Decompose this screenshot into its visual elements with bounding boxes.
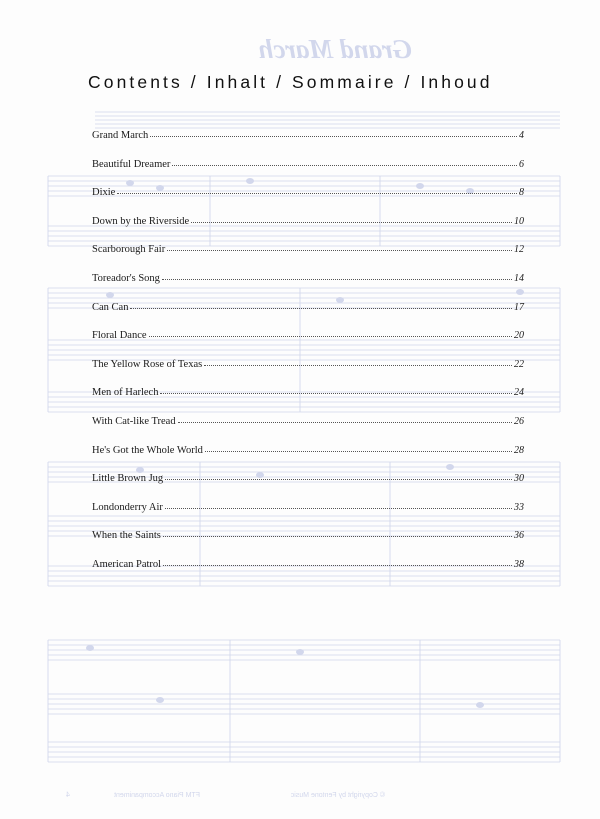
toc-entry-page: 28 bbox=[514, 444, 524, 456]
toc-entry-page: 26 bbox=[514, 415, 524, 427]
dot-leader bbox=[165, 507, 512, 509]
toc-entry-page: 14 bbox=[514, 272, 524, 284]
toc-entry-title: Londonderry Air bbox=[92, 501, 163, 513]
toc-entry-title: Little Brown Jug bbox=[92, 473, 164, 485]
toc-entry-page: 17 bbox=[514, 301, 524, 313]
show-through-heading: Grand March bbox=[258, 34, 412, 64]
dot-leader bbox=[117, 192, 517, 194]
toc-entry-title: The Yellow Rose of Texas bbox=[92, 358, 203, 370]
toc-entry-title: Men of Harlech bbox=[92, 387, 159, 399]
toc-entry[interactable] bbox=[92, 244, 524, 273]
toc-entry-title: Beautiful Dreamer bbox=[92, 158, 171, 170]
page-title: Contents / Inhalt / Sommaire / Inhoud bbox=[88, 72, 493, 92]
dot-leader bbox=[205, 450, 512, 452]
toc-entry-title: Dixie bbox=[92, 187, 116, 199]
toc-entry-page: 30 bbox=[514, 473, 524, 485]
toc-entry-page: 10 bbox=[514, 215, 524, 227]
toc-entry-page: 36 bbox=[514, 530, 524, 542]
staff-lines bbox=[95, 112, 560, 128]
toc-entry[interactable] bbox=[92, 359, 524, 388]
toc-entry-title: Down by the Riverside bbox=[92, 215, 190, 227]
toc-entry-title: Grand March bbox=[92, 130, 149, 141]
dot-leader bbox=[191, 221, 512, 223]
dot-leader bbox=[165, 478, 512, 480]
toc-entry-page: 8 bbox=[519, 187, 524, 199]
toc-entry-title: He's Got the Whole World bbox=[92, 444, 203, 456]
dot-leader bbox=[150, 135, 517, 137]
toc-entry-page: 24 bbox=[514, 387, 524, 399]
toc-entry-title: Can Can bbox=[92, 301, 129, 313]
table-of-contents bbox=[92, 130, 524, 588]
dot-leader bbox=[130, 307, 512, 309]
toc-entry[interactable] bbox=[92, 530, 524, 559]
dot-leader bbox=[178, 421, 512, 423]
toc-entry-title: With Cat-like Tread bbox=[92, 415, 176, 427]
dot-leader bbox=[172, 164, 517, 166]
toc-entry-title: Scarborough Fair bbox=[92, 244, 166, 256]
show-through-footer-left: FTM Piano Accompaniment bbox=[114, 792, 200, 799]
dot-leader bbox=[204, 364, 512, 366]
toc-entry[interactable] bbox=[92, 130, 524, 159]
toc-entry-title: American Patrol bbox=[92, 558, 162, 570]
toc-entry-page: 22 bbox=[514, 358, 524, 370]
dot-leader bbox=[163, 535, 512, 537]
toc-entry-page: 12 bbox=[514, 244, 524, 256]
dot-leader bbox=[162, 278, 512, 280]
toc-entry[interactable] bbox=[92, 273, 524, 302]
toc-entry[interactable] bbox=[92, 502, 524, 531]
toc-entry[interactable] bbox=[92, 302, 524, 331]
toc-entry[interactable] bbox=[92, 559, 524, 588]
toc-entry-page: 33 bbox=[514, 501, 524, 513]
toc-entry-title: When the Saints bbox=[92, 530, 161, 542]
toc-entry-page: 6 bbox=[519, 158, 524, 170]
dot-leader bbox=[149, 335, 512, 337]
toc-entry-page: 20 bbox=[514, 330, 524, 342]
dot-leader bbox=[167, 249, 512, 251]
toc-entry-page: 4 bbox=[519, 130, 524, 141]
show-through-footer-center: © Copyright by Fentone Music bbox=[290, 792, 385, 799]
toc-entry[interactable] bbox=[92, 187, 524, 216]
toc-entry[interactable] bbox=[92, 159, 524, 188]
toc-entry[interactable] bbox=[92, 445, 524, 474]
dot-leader bbox=[160, 392, 512, 394]
toc-entry[interactable] bbox=[92, 416, 524, 445]
toc-entry-title: Floral Dance bbox=[92, 330, 147, 342]
toc-entry-title: Toreador's Song bbox=[92, 272, 160, 284]
toc-entry[interactable] bbox=[92, 473, 524, 502]
toc-entry[interactable] bbox=[92, 330, 524, 359]
toc-entry[interactable] bbox=[92, 387, 524, 416]
toc-entry-page: 38 bbox=[514, 558, 524, 570]
show-through-page-number: 4 bbox=[66, 790, 70, 799]
toc-entry[interactable] bbox=[92, 216, 524, 245]
dot-leader bbox=[163, 564, 512, 566]
